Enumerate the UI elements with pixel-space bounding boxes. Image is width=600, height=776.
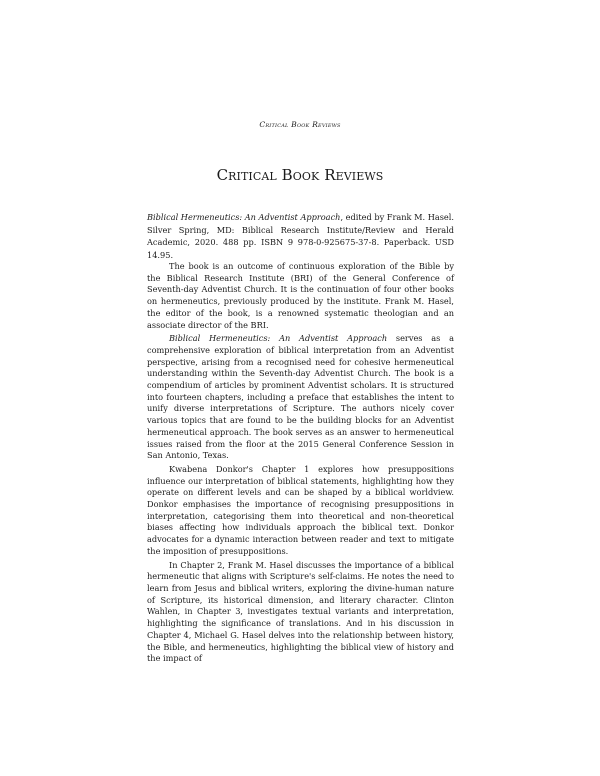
paragraph-4 (147, 560, 454, 665)
paragraph-text: The book is an outcome of continuous exploration of the Bible by the Biblical Research Institute (BRI) of the General Conference of Seventh-day Adventist Church. It is the continuation of four other books on hermeneutics, previously produced by the institute. Frank M. Hasel, the editor of the book, is a renowned systematic theologian and an associate director of the BRI. (147, 261, 454, 330)
paragraph-text: serves as a comprehensive exploration of biblical interpretation from an Adventist perspective, arising from a recognised need for cohesive hermeneutical understanding within the Seventh-day Adventist Church. The book is a compendium of articles by prominent Adventist scholars. It is structured into fourteen chapters, including a preface that establishes the intent to unify diverse interpretations of Scripture. The authors nicely cover various topics that are found to be the building blocks for an Adventist hermeneutical approach. The book serves as an answer to hermeneutical issues raised from the floor at the 2015 General Conference Session in San Antonio, Texas. (147, 333, 454, 461)
citation-details: , edited by Frank M. Hasel. Silver Spring, MD: Biblical Research Institute/Review and Herald Academic, 2020. 488 pp. ISBN 9 978-0-925675-37-8. Paperback. USD 14.95. (147, 212, 454, 260)
review-body (147, 261, 454, 665)
paragraph-text: Kwabena Donkor's Chapter 1 explores how presuppositions influence our interpretation of biblical statements, highlighting how they operate on different levels and can be shaped by a biblical worldview. Donkor emphasises the importance of recognising presuppositions in interpretation, categorising them into theoretical and non-theoretical biases affecting how individuals approach the biblical text. Donkor advocates for a dynamic interaction between reader and text to mitigate the imposition of presuppositions. (147, 463, 454, 556)
paragraph-1 (147, 261, 454, 331)
paragraph-text: In Chapter 2, Frank M. Hasel discusses the importance of a biblical hermeneutic that aligns with Scripture's self-claims. He notes the need to learn from Jesus and biblical writers, exploring the divine-human nature of Scripture, its historical dimension, and literary character. Clinton Wahlen, in Chapter 3, investigates textual variants and interpretation, highlighting the significance of translations. And in his discussion in Chapter 4, Michael G. Hasel delves into the relationship between history, the Bible, and hermeneutics, highlighting the biblical view of history and the impact of (147, 559, 454, 664)
paragraph-lead-italic: Biblical Hermeneutics: An Adventist Approach (169, 333, 388, 344)
citation-book-title: Biblical Hermeneutics: An Adventist Approach (147, 212, 341, 222)
running-head: Critical Book Reviews (259, 120, 341, 129)
book-citation (147, 211, 454, 261)
article-title: Critical Book Reviews (216, 166, 384, 184)
paragraph-3 (147, 464, 454, 558)
paragraph-2 (147, 333, 454, 462)
